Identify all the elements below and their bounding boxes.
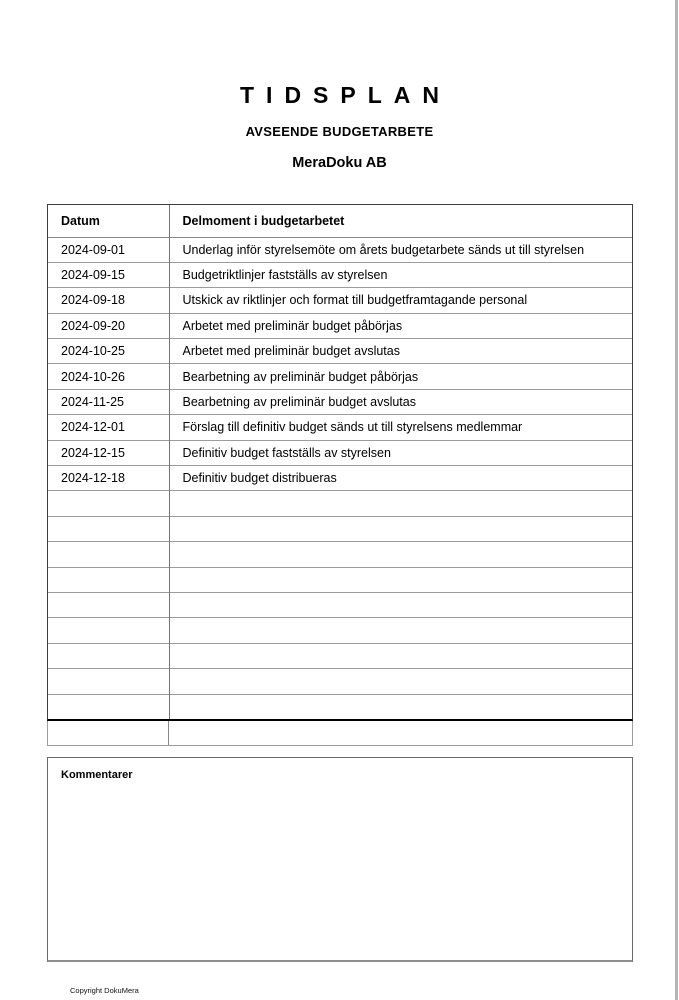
table-row <box>48 313 632 338</box>
column-header-delmoment: Delmoment i budgetarbetet <box>169 205 632 237</box>
schedule-table-wrapper <box>47 204 633 721</box>
task-cell: Bearbetning av preliminär budget påbörjas <box>169 364 632 389</box>
date-cell: 2024-12-15 <box>61 445 125 460</box>
comments-box <box>47 757 633 962</box>
date-cell <box>48 694 169 719</box>
table-row <box>48 262 632 287</box>
date-cell: 2024-11-25 <box>61 395 125 410</box>
table-row <box>48 440 632 465</box>
date-cell <box>48 592 169 617</box>
task-cell <box>169 694 632 719</box>
page-title: TIDSPLAN <box>240 82 451 108</box>
task-cell <box>169 542 632 567</box>
task-cell <box>169 516 632 541</box>
task-cell: Underlag inför styrelsemöte om årets budgetarbete sänds ut till styrelsen <box>169 237 632 262</box>
schedule-section <box>47 204 633 962</box>
company-name: MeraDoku AB <box>292 155 387 171</box>
task-cell <box>169 567 632 592</box>
table-row <box>48 364 632 389</box>
table-row <box>48 389 632 414</box>
task-cell <box>169 618 632 643</box>
date-cell <box>48 516 169 541</box>
table-header-row <box>48 205 632 237</box>
table-row <box>48 288 632 313</box>
table-empty-row <box>48 618 632 643</box>
table-empty-row <box>48 567 632 592</box>
task-cell <box>169 643 632 668</box>
date-cell: 2024-12-01 <box>61 420 125 435</box>
task-cell: Budgetriktlinjer fastställs av styrelsen <box>169 262 632 287</box>
date-cell: 2024-10-26 <box>61 369 125 384</box>
table-row <box>48 339 632 364</box>
table-empty-row <box>48 542 632 567</box>
comments-label: Kommentarer <box>61 769 133 782</box>
copyright-text: Copyright DokuMera <box>70 986 139 995</box>
date-cell: 2024-12-18 <box>61 471 125 486</box>
table-empty-row <box>48 694 632 719</box>
column-header-datum: Datum <box>61 213 100 228</box>
table-trailing-empty-row <box>47 721 633 746</box>
task-cell: Arbetet med preliminär budget avslutas <box>169 339 632 364</box>
task-cell: Arbetet med preliminär budget påbörjas <box>169 313 632 338</box>
table-empty-row <box>48 643 632 668</box>
date-cell: 2024-09-01 <box>61 242 125 257</box>
date-cell <box>48 643 169 668</box>
date-cell <box>48 567 169 592</box>
task-cell: Bearbetning av preliminär budget avslutas <box>169 389 632 414</box>
table-row <box>48 415 632 440</box>
table-row <box>48 466 632 491</box>
table-row <box>48 237 632 262</box>
date-cell: 2024-09-20 <box>61 318 125 333</box>
task-cell: Definitiv budget fastställs av styrelsen <box>169 440 632 465</box>
date-cell <box>48 669 169 694</box>
date-cell <box>48 542 169 567</box>
date-cell: 2024-10-25 <box>61 344 125 359</box>
date-cell: 2024-09-15 <box>61 268 125 283</box>
table-empty-row <box>48 516 632 541</box>
table-empty-row <box>48 669 632 694</box>
date-cell <box>48 618 169 643</box>
column-divider <box>168 721 169 745</box>
task-cell: Förslag till definitiv budget sänds ut till styrelsens medlemmar <box>169 415 632 440</box>
task-cell <box>169 669 632 694</box>
schedule-table <box>48 205 632 719</box>
table-empty-row <box>48 491 632 516</box>
task-cell <box>169 592 632 617</box>
task-cell <box>169 491 632 516</box>
page-edge-strip <box>675 0 678 1000</box>
page-subtitle: AVSEENDE BUDGETARBETE <box>245 124 434 139</box>
date-cell: 2024-09-18 <box>61 293 125 308</box>
table-empty-row <box>48 592 632 617</box>
task-cell: Utskick av riktlinjer och format till budgetframtagande personal <box>169 288 632 313</box>
date-cell <box>48 491 169 516</box>
task-cell: Definitiv budget distribueras <box>169 466 632 491</box>
